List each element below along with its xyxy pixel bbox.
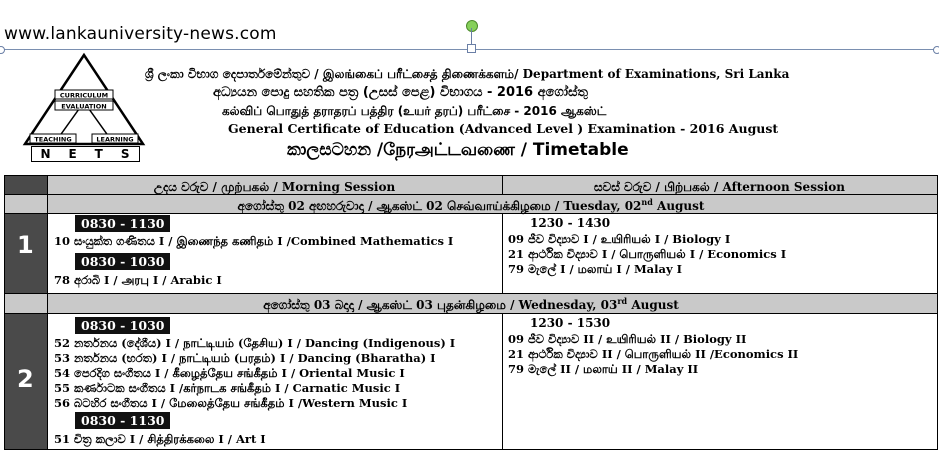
grid-line [47, 176, 48, 449]
subject-line: 55 කර්ණාටක සංගීතය I /கர்நாடக சங்கீதம் I / Carnatic Music I [54, 381, 401, 395]
day-2-morning-time-2: 0830 - 1130 [75, 412, 170, 429]
subject-line: 53 නර්තනය (භරත) I / நாட்டியம் (பரதம்) I / Dancing (Bharatha) I [54, 351, 436, 365]
logo-label-curriculum: CURRICULUM [59, 91, 109, 100]
resize-handle-right[interactable] [933, 46, 939, 54]
grid-line [502, 313, 503, 449]
subject-line: 09 ජීව විද්‍යාව I / உயிரியல் I / Biology I [508, 232, 731, 246]
subject-line: 21 ආර්ථික විද්‍යාව I / பொருளியல் I / Economics I [508, 247, 787, 261]
day-1-morning-time-2: 0830 - 1030 [75, 253, 170, 270]
morning-session-label: උදය වරුව / முற்பகல் / Morning Session [153, 180, 396, 194]
grid-line [502, 213, 503, 294]
subject-line: 54 පෙරදිග සංගීතය I / கீழைத்தேய சங்கீதம் I / Oriental Music I [54, 366, 405, 380]
day-1-date-text: අගෝස්තු 02 අඟහරුවාදා / ஆகஸ்ட் 02 செவ்வாய்க்கிழமை / Tuesday, 02 [237, 199, 642, 213]
header-exam-english: General Certificate of Education (Advanced Level ) Examination - 2016 August [228, 121, 779, 136]
afternoon-session-header [502, 176, 937, 194]
logo-acronym [31, 146, 140, 162]
header-department-en: Department of Examinations, Sri Lanka [518, 67, 790, 81]
logo-letter: E [68, 147, 78, 161]
corner-cell [5, 176, 47, 194]
header-exam-sinhala: අධ්‍යයන පොදු සහතික පත්‍ර (උසස් පෙළ) විභාගය - 2016 අගෝස්තු [213, 85, 588, 100]
day-1-date-sup: nd [641, 197, 653, 207]
logo-label-evaluation: EVALUATION [61, 102, 107, 111]
day-1-date-month: August [652, 199, 705, 213]
page-title: කාලසටහන /நேரஅட்டவணை / Timetable [287, 140, 629, 160]
resize-handle-top[interactable] [467, 44, 476, 53]
logo-label-teaching: TEACHING [34, 135, 72, 144]
day-1-afternoon-time: 1230 - 1430 [530, 216, 611, 230]
day-1-date-row [5, 195, 937, 213]
grid-line [5, 194, 937, 195]
subject-line: 52 නර්තනය (දේශීය) I / நாட்டியம் (தேசிய) I / Dancing (Indigenous) I [54, 336, 456, 350]
logo-letter: T [94, 147, 104, 161]
site-url: www.lankauniversity-news.com [4, 24, 277, 44]
subject-line: 56 බටහිර සංගීතය I / மேலைத்தேய சங்கீதம் I /Western Music I [54, 396, 408, 410]
timetable [4, 175, 938, 450]
subject-line: 51 චිත්‍ර කලාව I / சித்திரக்கலை I / Art I [54, 432, 266, 446]
logo-letter: S [120, 147, 131, 161]
day-1-morning-time-1: 0830 - 1130 [75, 215, 170, 232]
day-2-afternoon-time: 1230 - 1530 [530, 316, 611, 330]
header-department-local: ශ්‍රී ලංකා විභාග දෙපාර්තමේන්තුව / இலங்கைப் பரீட்சைத் திணைக்களம்/ [145, 67, 519, 81]
subject-line: 21 ආර්ථික විද්‍යාව II / பொருளியல் II /Economics II [508, 347, 799, 361]
day-2-date-sup: rd [617, 296, 628, 306]
day-2-morning-time-1: 0830 - 1030 [75, 317, 170, 334]
grid-line [5, 293, 937, 294]
day-1-date [238, 199, 705, 213]
logo-label-learning: LEARNING [96, 135, 134, 144]
afternoon-session-label: සවස් වරුව / பிற்பகல் / Afternoon Session [593, 180, 845, 194]
day-2-number: 2 [17, 365, 34, 393]
subject-line: 79 මැලේ II / மலாய் II / Malay II [508, 362, 699, 376]
day-2-date-row [5, 294, 937, 313]
subject-line: 09 ජීව විද්‍යාව II / உயிரியல் II / Biology II [508, 332, 747, 346]
logo-letter: N [40, 147, 52, 161]
rotation-handle[interactable] [466, 20, 478, 32]
nets-logo [22, 52, 147, 150]
day-2-date [263, 298, 679, 312]
grid-line [502, 176, 503, 195]
day-1-corner [5, 195, 47, 213]
header-department [145, 67, 789, 83]
day-2-date-text: අගෝස්තු 03 බදාදා / ஆகஸ்ட் 03 புதன்கிழமை / Wednesday, 03 [263, 298, 618, 312]
subject-line: 10 සංයුක්ත ගණිතය I / இணைந்த கணிதம் I /Combined Mathematics I [54, 234, 454, 248]
morning-session-header [47, 176, 502, 194]
grid-line [5, 213, 937, 214]
subject-line: 78 අරාබි I / அரபு I / Arabic I [54, 273, 222, 287]
day-1-number: 1 [17, 231, 34, 259]
header-exam-tamil: கல்விப் பொதுத் தராதரப் பத்திர (உயர் தரப்) பரீட்சை - 2016 ஆகஸ்ட் [222, 104, 607, 118]
subject-line: 79 මැලේ I / மலாய் I / Malay I [508, 262, 683, 276]
resize-handle-left[interactable] [0, 46, 5, 54]
day-2-number-cell [5, 313, 47, 449]
grid-line [5, 313, 937, 314]
day-2-date-month: August [627, 298, 679, 312]
